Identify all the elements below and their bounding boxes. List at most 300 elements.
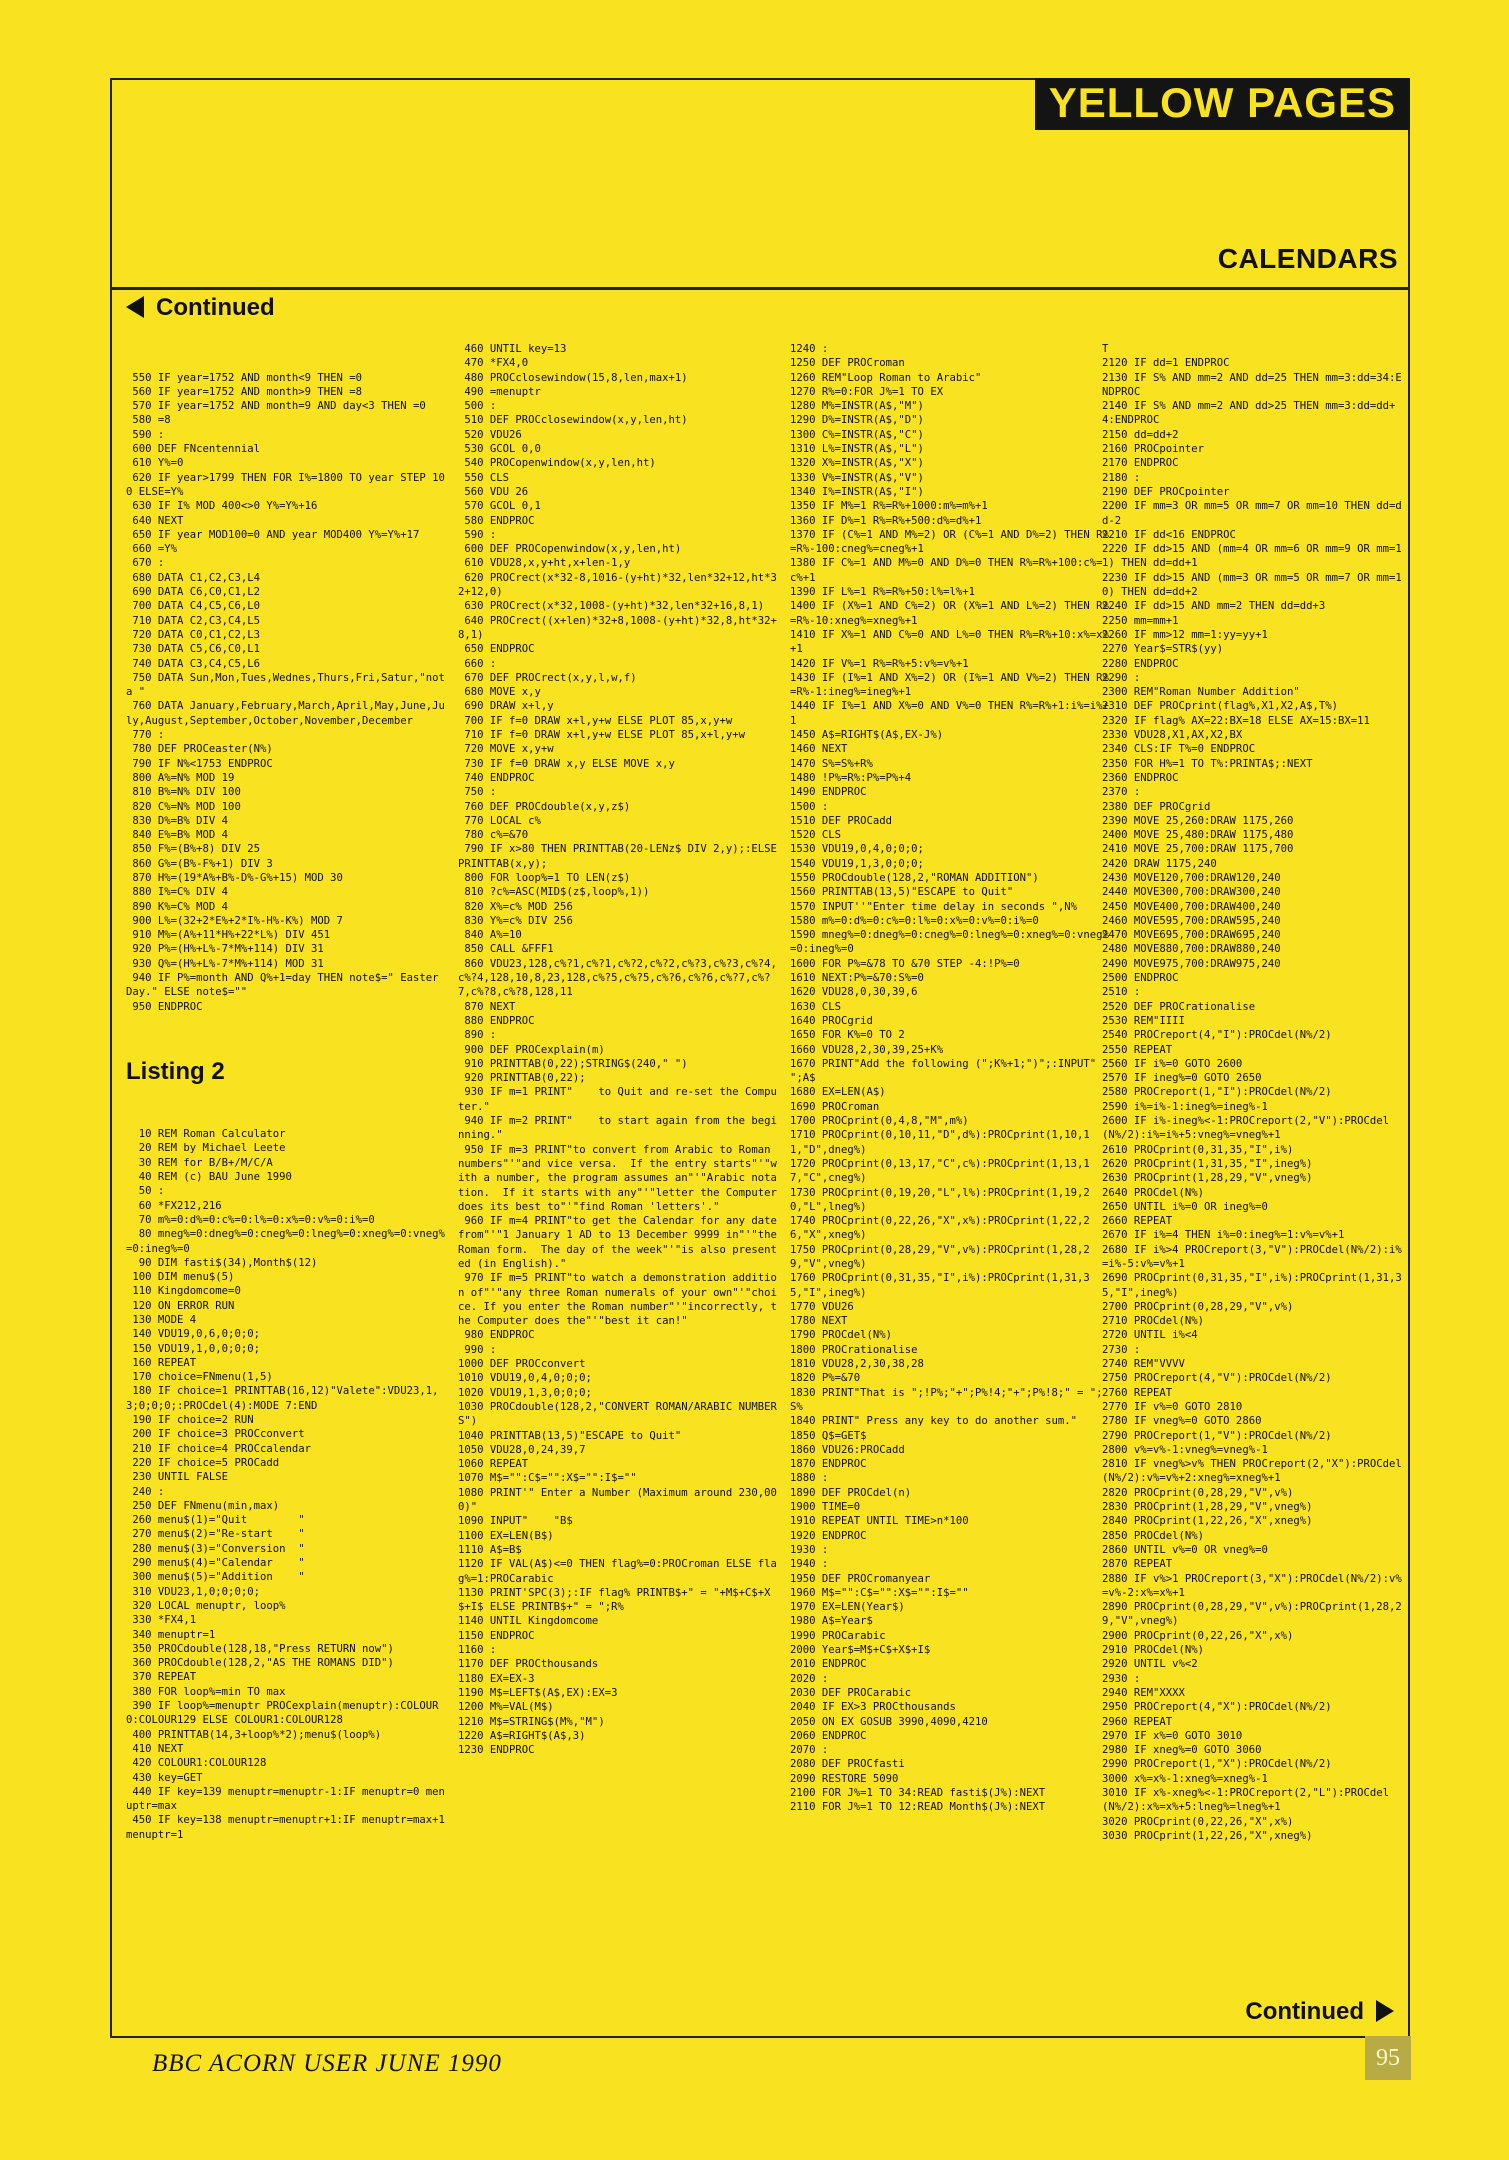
- code-line: 2220 IF dd>15 AND (mm=4 OR mm=6 OR mm=9 OR mm=11) THEN dd=dd+1: [1102, 543, 1402, 570]
- code-line: 740 ENDPROC: [458, 771, 535, 784]
- code-line: 1380 IF C%=1 AND M%=0 AND D%=0 THEN R%=R%+100:c%=c%+1: [790, 557, 1103, 584]
- code-line: 1640 PROCgrid: [790, 1014, 873, 1027]
- code-line: 1010 VDU19,0,4,0;0;0;: [458, 1372, 592, 1385]
- code-line: 2570 IF ineg%=0 GOTO 2650: [1102, 1072, 1262, 1085]
- code-line: 1820 P%=&70: [790, 1372, 861, 1385]
- code-line: 2000 Year$=M$+C$+X$+I$: [790, 1644, 931, 1657]
- code-line: 670 DEF PROCrect(x,y,l,w,f): [458, 671, 637, 684]
- code-line: 1230 ENDPROC: [458, 1744, 535, 1757]
- code-line: 2100 FOR J%=1 TO 34:READ fasti$(J%):NEXT: [790, 1786, 1046, 1799]
- code-line: 1780 NEXT: [790, 1315, 848, 1328]
- code-line: 2130 IF S% AND mm=2 AND dd=25 THEN mm=3:dd=34:ENDPROC: [1102, 371, 1402, 398]
- code-line: 1500 :: [790, 800, 829, 813]
- code-line: 1460 NEXT: [790, 743, 848, 756]
- code-line: 2300 REM"Roman Number Addition": [1102, 686, 1300, 699]
- code-line: 920 PRINTTAB(0,22);: [458, 1072, 586, 1085]
- code-line: 880 I%=C% DIV 4: [126, 886, 229, 899]
- code-line: 1160 :: [458, 1644, 497, 1657]
- code-line: 270 menu$(2)="Re-start ": [126, 1528, 305, 1541]
- code-line: 2280 ENDPROC: [1102, 657, 1179, 670]
- yellow-pages-banner: YELLOW PAGES: [1035, 78, 1410, 130]
- code-line: 2210 IF dd<16 ENDPROC: [1102, 528, 1236, 541]
- code-line: 2880 IF v%>1 PROCreport(3,"X"):PROCdel(N%/2):v%=v%-2:x%=x%+1: [1102, 1572, 1402, 1599]
- code-line: 1800 PROCrationalise: [790, 1343, 918, 1356]
- code-line: 760 DATA January,February,March,April,May,June,July,August,September,October,November,December: [126, 700, 445, 727]
- code-line: 1540 VDU19,1,3,0;0;0;: [790, 857, 924, 870]
- code-line: 1710 PROCprint(0,10,11,"D",d%):PROCprint(1,10,11,"D",dneg%): [790, 1129, 1090, 1156]
- code-line: 2350 FOR H%=1 TO T%:PRINTA$;:NEXT: [1102, 757, 1313, 770]
- code-line: 1420 IF V%=1 R%=R%+5:v%=v%+1: [790, 657, 969, 670]
- code-line: 1930 :: [790, 1543, 829, 1556]
- code-line: 670 :: [126, 557, 165, 570]
- code-line: 2710 PROCdel(N%): [1102, 1315, 1205, 1328]
- code-line: 2120 IF dd=1 ENDPROC: [1102, 357, 1230, 370]
- code-line: 2400 MOVE 25,480:DRAW 1175,480: [1102, 829, 1294, 842]
- code-line: 2190 DEF PROCpointer: [1102, 485, 1230, 498]
- code-line: 1190 M$=LEFT$(A$,EX):EX=3: [458, 1686, 618, 1699]
- code-line: 660 :: [458, 657, 497, 670]
- code-line: 1610 NEXT:P%=&70:S%=0: [790, 972, 924, 985]
- code-line: 40 REM (c) BAU June 1990: [126, 1171, 292, 1184]
- code-line: 130 MODE 4: [126, 1314, 197, 1326]
- code-line: 890 :: [458, 1029, 497, 1042]
- code-line: 2510 :: [1102, 986, 1141, 999]
- code-line: 2290 :: [1102, 671, 1141, 684]
- listing-column-2: [458, 342, 784, 2032]
- code-line: 1450 A$=RIGHT$(A$,EX-J%): [790, 729, 944, 742]
- arrow-left-icon: [126, 296, 144, 318]
- code-line: 2840 PROCprint(1,22,26,"X",xneg%): [1102, 1515, 1313, 1528]
- code-line: 1220 A$=RIGHT$(A$,3): [458, 1729, 586, 1742]
- code-line: 560 IF year=1752 AND month>9 THEN =8: [126, 385, 362, 398]
- code-line: 700 DATA C4,C5,C6,L0: [126, 600, 260, 613]
- code-line: 750 :: [458, 786, 497, 799]
- code-line: 140 VDU19,0,6,0;0;0;: [126, 1328, 260, 1341]
- code-line: 20 REM by Michael Leete: [126, 1142, 286, 1155]
- code-line: 3030 PROCprint(1,22,26,"X",xneg%): [1102, 1829, 1313, 1842]
- code-line: 1240 :: [790, 343, 829, 355]
- code-line: 2960 REPEAT: [1102, 1715, 1173, 1728]
- code-line: 2180 :: [1102, 471, 1141, 484]
- code-line: 290 menu$(4)="Calendar ": [126, 1557, 305, 1570]
- code-line: 220 IF choice=5 PROCadd: [126, 1456, 280, 1469]
- code-line: 2660 REPEAT: [1102, 1215, 1173, 1228]
- code-line: 2560 IF i%=0 GOTO 2600: [1102, 1057, 1243, 1070]
- code-line: 440 IF key=139 menuptr=menuptr-1:IF menuptr=0 menuptr=max: [126, 1785, 445, 1813]
- code-line: 1950 DEF PROCromanyear: [790, 1572, 931, 1585]
- code-line: 800 FOR loop%=1 TO LEN(z$): [458, 871, 631, 884]
- code-line: 1300 C%=INSTR(A$,"C"): [790, 428, 924, 441]
- code-line: 2060 ENDPROC: [790, 1729, 867, 1742]
- code-line: 1090 INPUT" "B$: [458, 1515, 573, 1528]
- code-line: 1060 REPEAT: [458, 1458, 529, 1471]
- code-line: 2230 IF dd>15 AND (mm=3 OR mm=5 OR mm=7 OR mm=10) THEN dd=dd+2: [1102, 571, 1402, 599]
- code-line: 2050 ON EX GOSUB 3990,4090,4210: [790, 1715, 988, 1728]
- code-line: 770 :: [126, 729, 165, 742]
- code-line: 410 NEXT: [126, 1742, 184, 1755]
- code-line: 610 VDU28,x,y+ht,x+len-1,y: [458, 557, 631, 570]
- code-line: 2410 MOVE 25,700:DRAW 1175,700: [1102, 843, 1294, 856]
- code-line: 1150 ENDPROC: [458, 1629, 535, 1642]
- code-line: 1590 mneg%=0:dneg%=0:cneg%=0:lneg%=0:xneg%=0:vneg%=0:ineg%=0: [790, 929, 1109, 956]
- code-line: 2440 MOVE300,700:DRAW300,240: [1102, 886, 1281, 899]
- code-line: 630 IF I% MOD 400<>0 Y%=Y%+16: [126, 500, 318, 513]
- code-line: 570 IF year=1752 AND month=9 AND day<3 THEN =0: [126, 400, 426, 413]
- code-line: 610 Y%=0: [126, 457, 184, 470]
- code-line: 760 DEF PROCdouble(x,y,z$): [458, 800, 631, 813]
- code-line: 580 ENDPROC: [458, 514, 535, 527]
- code-line: 1310 L%=INSTR(A$,"L"): [790, 443, 924, 456]
- code-line: 230 UNTIL FALSE: [126, 1471, 229, 1484]
- code-line: 930 IF m=1 PRINT" to Quit and re-set the Computer.": [458, 1086, 777, 1113]
- code-line: 590 :: [126, 428, 165, 441]
- code-line: 1760 PROCprint(0,31,35,"I",i%):PROCprint(1,31,35,"I",ineg%): [790, 1272, 1090, 1299]
- code-line: 910 M%=(A%+11*H%+22*L%) DIV 451: [126, 929, 331, 942]
- code-line: 700 IF f=0 DRAW x+l,y+w ELSE PLOT 85,x,y+w: [458, 714, 733, 727]
- code-line: 1990 PROCarabic: [790, 1629, 886, 1642]
- code-line: 1430 IF (I%=1 AND X%=2) OR (I%=1 AND V%=2) THEN R%=R%-1:ineg%=ineg%+1: [790, 671, 1109, 699]
- code-line: 1660 VDU28,2,30,39,25+K%: [790, 1043, 944, 1056]
- code-line: 940 IF P%=month AND Q%+1=day THEN note$=" Easter Day." ELSE note$="": [126, 972, 445, 999]
- code-line: 1900 TIME=0: [790, 1501, 861, 1514]
- code-line: 2090 RESTORE 5090: [790, 1772, 899, 1785]
- code-line: 2740 REM"VVVV: [1102, 1358, 1185, 1371]
- code-line: 2700 PROCprint(0,28,29,"V",v%): [1102, 1300, 1294, 1313]
- code-line: 900 DEF PROCexplain(m): [458, 1043, 605, 1056]
- code-line: 460 UNTIL key=13: [458, 343, 567, 355]
- code-line: 2590 i%=i%-1:ineg%=ineg%-1: [1102, 1100, 1268, 1113]
- code-line: 1280 M%=INSTR(A$,"M"): [790, 400, 924, 413]
- code-line: 1890 DEF PROCdel(n): [790, 1486, 912, 1499]
- code-line: 1330 V%=INSTR(A$,"V"): [790, 471, 924, 484]
- code-line: 1340 I%=INSTR(A$,"I"): [790, 485, 924, 498]
- code-line: 2930 :: [1102, 1672, 1141, 1685]
- code-line: 950 ENDPROC: [126, 1000, 203, 1013]
- code-line: 780 DEF PROCeaster(N%): [126, 743, 273, 756]
- code-line: 1670 PRINT"Add the following (";K%+1;")";:INPUT" ";A$: [790, 1057, 1103, 1085]
- code-line: 780 c%=&70: [458, 829, 529, 842]
- code-line: 2030 DEF PROCarabic: [790, 1686, 912, 1699]
- code-line: 2680 IF i%>4 PROCreport(3,"V"):PROCdel(N%/2):i%=i%-5:v%=v%+1: [1102, 1243, 1402, 1270]
- code-line: 2020 :: [790, 1672, 829, 1685]
- code-line: 920 P%=(H%+L%-7*M%+114) DIV 31: [126, 943, 324, 956]
- code-line: 690 DATA C6,C0,C1,L2: [126, 586, 260, 599]
- code-line: 730 IF f=0 DRAW x,y ELSE MOVE x,y: [458, 757, 675, 770]
- code-line: 2760 REPEAT: [1102, 1386, 1173, 1399]
- code-line: 1620 VDU28,0,30,39,6: [790, 986, 918, 999]
- code-line: 320 LOCAL menuptr, loop%: [126, 1599, 286, 1612]
- code-line: 1940 :: [790, 1558, 829, 1571]
- code-line: 710 IF f=0 DRAW x+l,y+w ELSE PLOT 85,x+l,y+w: [458, 729, 746, 742]
- code-line: 2890 PROCprint(0,28,29,"V",v%):PROCprint(1,28,29,"V",vneg%): [1102, 1601, 1402, 1628]
- listing-2-heading: Listing 2: [126, 1057, 225, 1085]
- code-line: 590 :: [458, 528, 497, 541]
- code-line: 380 FOR loop%=min TO max: [126, 1685, 286, 1698]
- code-line: 2160 PROCpointer: [1102, 443, 1205, 456]
- code-line: 1070 M$="":C$="":X$="":I$="": [458, 1472, 637, 1485]
- code-line: 2140 IF S% AND mm=2 AND dd>25 THEN mm=3:dd=dd+4:ENDPROC: [1102, 400, 1396, 427]
- code-line: 2430 MOVE120,700:DRAW120,240: [1102, 871, 1281, 884]
- code-line: 1860 VDU26:PROCadd: [790, 1443, 905, 1456]
- code-line: 2980 IF xneg%=0 GOTO 3060: [1102, 1744, 1262, 1757]
- code-line: 2450 MOVE400,700:DRAW400,240: [1102, 900, 1281, 913]
- code-line: 900 L%=(32+2*E%+2*I%-H%-K%) MOD 7: [126, 914, 343, 927]
- code-line: 2370 :: [1102, 786, 1141, 799]
- code-line: 990 :: [458, 1343, 497, 1356]
- code-line: 2850 PROCdel(N%): [1102, 1529, 1205, 1542]
- code-line: 1200 M%=VAL(M$): [458, 1701, 554, 1714]
- code-line: 180 IF choice=1 PRINTTAB(16,12)"Valete":VDU23,1,3;0;0;0;:PROCdel(4):MODE 7:END: [126, 1385, 439, 1412]
- code-line: 1910 REPEAT UNTIL TIME>n*100: [790, 1515, 969, 1528]
- code-line: 2480 MOVE880,700:DRAW880,240: [1102, 943, 1281, 956]
- code-line: 250 DEF FNmenu(min,max): [126, 1499, 280, 1512]
- code-line: 110 Kingdomcome=0: [126, 1285, 241, 1298]
- code-line: 200 IF choice=3 PROCconvert: [126, 1428, 305, 1441]
- code-line: 1740 PROCprint(0,22,26,"X",x%):PROCprint(1,22,26,"X",xneg%): [790, 1215, 1090, 1242]
- header-rule: [112, 287, 1408, 290]
- code-line: 1550 PROCdouble(128,2,"ROMAN ADDITION"): [790, 871, 1039, 884]
- code-line: 1920 ENDPROC: [790, 1529, 867, 1542]
- code-line: 2530 REM"IIII: [1102, 1014, 1185, 1027]
- code-line: 1020 VDU19,1,3,0;0;0;: [458, 1386, 592, 1399]
- code-line: 330 *FX4,1: [126, 1614, 197, 1627]
- code-line: 520 VDU26: [458, 428, 522, 441]
- code-line: 930 Q%=(H%+L%-7*M%+114) MOD 31: [126, 957, 324, 970]
- listing-column-3: [790, 342, 1112, 2032]
- code-line: 1390 IF L%=1 R%=R%+50:l%=l%+1: [790, 586, 975, 599]
- code-line: 50 :: [126, 1185, 165, 1198]
- code-line: 640 NEXT: [126, 514, 184, 527]
- code-line: 1560 PRINTTAB(13,5)"ESCAPE to Quit": [790, 886, 1014, 899]
- code-line: 870 H%=(19*A%+B%-D%-G%+15) MOD 30: [126, 871, 343, 884]
- code-line: 430 key=GET: [126, 1771, 203, 1784]
- code-line: 400 PRINTTAB(14,3+loop%*2);menu$(loop%): [126, 1728, 382, 1741]
- code-line: 2630 PROCprint(1,28,29,"V",vneg%): [1102, 1172, 1313, 1185]
- code-line: 830 D%=B% DIV 4: [126, 814, 229, 827]
- code-line: 150 VDU19,1,0,0;0;0;: [126, 1342, 260, 1355]
- code-line: 600 DEF FNcentennial: [126, 443, 260, 456]
- page-number: 95: [1365, 2036, 1411, 2080]
- code-line: 10 REM Roman Calculator: [126, 1128, 286, 1141]
- code-line: 1350 IF M%=1 R%=R%+1000:m%=m%+1: [790, 500, 988, 513]
- code-line: 810 B%=N% DIV 100: [126, 786, 241, 799]
- code-line: 2790 PROCreport(1,"V"):PROCdel(N%/2): [1102, 1429, 1332, 1442]
- code-line: 1830 PRINT"That is ";!P%;"+";P%!4;"+";P%!8;" = ";S%: [790, 1386, 1103, 1413]
- code-line: 3010 IF x%-xneg%<-1:PROCreport(2,"L"):PROCdel(N%/2):x%=x%+5:lneg%=lneg%+1: [1102, 1786, 1390, 1814]
- section-title: CALENDARS: [1217, 243, 1398, 274]
- code-line: 1970 EX=LEN(Year$): [790, 1601, 905, 1614]
- code-line: 1490 ENDPROC: [790, 786, 867, 799]
- code-line: 1110 A$=B$: [458, 1543, 522, 1556]
- code-line: 2380 DEF PROCgrid: [1102, 800, 1211, 813]
- code-line: 1470 S%=S%+R%: [790, 757, 873, 770]
- code-line: 850 F%=(B%+8) DIV 25: [126, 843, 260, 856]
- code-line: 2800 v%=v%-1:vneg%=vneg%-1: [1102, 1443, 1268, 1456]
- code-line: 1130 PRINT'SPC(3);:IF flag% PRINTB$+" = "+M$+C$+X$+I$ ELSE PRINTB$+" = ";R%: [458, 1586, 771, 1614]
- code-line: 730 DATA C5,C6,C0,L1: [126, 643, 260, 656]
- code-line: 1790 PROCdel(N%): [790, 1329, 893, 1342]
- code-line: 850 CALL &FFF1: [458, 943, 554, 956]
- code-line: 2250 mm=mm+1: [1102, 614, 1179, 627]
- code-line: 2550 REPEAT: [1102, 1043, 1173, 1056]
- code-line: 160 REPEAT: [126, 1356, 197, 1369]
- code-line: 120 ON ERROR RUN: [126, 1299, 235, 1312]
- code-line: 1170 DEF PROCthousands: [458, 1658, 599, 1671]
- code-line: 1770 VDU26: [790, 1300, 854, 1313]
- code-line: 280 menu$(3)="Conversion ": [126, 1542, 305, 1555]
- code-line: 2810 IF vneg%>v% THEN PROCreport(2,"X"):PROCdel(N%/2):v%=v%+2:xneg%=xneg%+1: [1102, 1458, 1402, 1485]
- code-line: 300 menu$(5)="Addition ": [126, 1571, 305, 1584]
- code-line: 70 m%=0:d%=0:c%=0:l%=0:x%=0:v%=0:i%=0: [126, 1213, 375, 1226]
- code-line: 2460 MOVE595,700:DRAW595,240: [1102, 914, 1281, 927]
- code-line: 2770 IF v%=0 GOTO 2810: [1102, 1400, 1243, 1413]
- code-line: 1100 EX=LEN(B$): [458, 1529, 554, 1542]
- code-line: 370 REPEAT: [126, 1671, 197, 1684]
- code-line: 1580 m%=0:d%=0:c%=0:l%=0:x%=0:v%=0:i%=0: [790, 914, 1039, 927]
- code-line: 2860 UNTIL v%=0 OR vneg%=0: [1102, 1543, 1268, 1556]
- code-line: 80 mneg%=0:dneg%=0:cneg%=0:lneg%=0:xneg%=0:vneg%=0:ineg%=0: [126, 1228, 445, 1255]
- code-line: 650 IF year MOD100=0 AND year MOD400 Y%=Y%+17: [126, 528, 420, 541]
- code-line: 860 VDU23,128,c%?1,c%?1,c%?2,c%?2,c%?3,c%?3,c%?4,c%?4,128,10,8,23,128,c%?5,c%?5,c%?6,c%?6,c%?7,c%?7,c%?8,c%?8,128,11: [458, 957, 777, 999]
- code-line: 450 IF key=138 menuptr=menuptr+1:IF menuptr=max+1 menuptr=1: [126, 1814, 452, 1841]
- code-line: 2150 dd=dd+2: [1102, 428, 1179, 441]
- code-line: 620 IF year>1799 THEN FOR I%=1800 TO year STEP 100 ELSE=Y%: [126, 471, 445, 498]
- code-line: 350 PROCdouble(128,18,"Press RETURN now"): [126, 1642, 394, 1655]
- code-line: 530 GCOL 0,0: [458, 443, 541, 456]
- code-line: 2970 IF x%=0 GOTO 3010: [1102, 1729, 1243, 1742]
- code-line: 2940 REM"XXXX: [1102, 1686, 1185, 1699]
- code-line: 1260 REM"Loop Roman to Arabic": [790, 371, 982, 384]
- code-line: 2620 PROCprint(1,31,35,"I",ineg%): [1102, 1157, 1313, 1170]
- code-line: 2580 PROCreport(1,"I"):PROCdel(N%/2): [1102, 1086, 1332, 1099]
- code-line: 2910 PROCdel(N%): [1102, 1644, 1205, 1657]
- code-line: 570 GCOL 0,1: [458, 500, 541, 513]
- code-line: 2820 PROCprint(0,28,29,"V",v%): [1102, 1486, 1294, 1499]
- code-line: 1870 ENDPROC: [790, 1458, 867, 1471]
- code-line: 390 IF loop%=menuptr PROCexplain(menuptr):COLOUR0:COLOUR129 ELSE COLOUR1:COLOUR128: [126, 1700, 439, 1727]
- code-line: 840 E%=B% MOD 4: [126, 829, 229, 842]
- code-line: 1730 PROCprint(0,19,20,"L",l%):PROCprint(1,19,20,"L",lneg%): [790, 1186, 1090, 1213]
- code-line: 950 IF m=3 PRINT"to convert from Arabic to Roman numbers"'"and vice versa. If the entry starts"'"with a number, the program assumes an"'"Arabic notation. If it starts with any"'"letter the Computer does its best to"'"find Roman 'letters'.": [458, 1143, 784, 1213]
- listing-2-start: [126, 1127, 452, 1842]
- code-line: 2390 MOVE 25,260:DRAW 1175,260: [1102, 814, 1294, 827]
- code-line: 2040 IF EX>3 PROCthousands: [790, 1701, 956, 1714]
- code-line: 820 C%=N% MOD 100: [126, 800, 241, 813]
- code-line: 880 ENDPROC: [458, 1014, 535, 1027]
- code-line: 2080 DEF PROCfasti: [790, 1758, 905, 1771]
- code-line: 640 PROCrect((x+len)*32+8,1008-(y+ht)*32,8,ht*32+8,1): [458, 614, 777, 641]
- code-line: 2010 ENDPROC: [790, 1658, 867, 1671]
- code-line: 600 DEF PROCopenwindow(x,y,len,ht): [458, 543, 682, 556]
- code-line: 1980 A$=Year$: [790, 1615, 873, 1628]
- code-line: 2650 UNTIL i%=0 OR ineg%=0: [1102, 1200, 1268, 1213]
- code-line: 720 DATA C0,C1,C2,L3: [126, 628, 260, 641]
- code-line: 2900 PROCprint(0,22,26,"X",x%): [1102, 1629, 1294, 1642]
- code-line: 2730 :: [1102, 1343, 1141, 1356]
- code-line: 1570 INPUT''"Enter time delay in seconds ",N%: [790, 900, 1078, 913]
- code-line: 2870 REPEAT: [1102, 1558, 1173, 1571]
- code-line: 480 PROCclosewindow(15,8,len,max+1): [458, 371, 688, 384]
- code-line: 3020 PROCprint(0,22,26,"X",x%): [1102, 1815, 1294, 1828]
- code-line: 2070 :: [790, 1744, 829, 1757]
- code-line: 620 PROCrect(x*32-8,1016-(y+ht)*32,len*32+12,ht*32+12,0): [458, 571, 777, 599]
- code-line: 210 IF choice=4 PROCcalendar: [126, 1442, 311, 1455]
- code-line: 340 menuptr=1: [126, 1628, 216, 1641]
- code-line: 740 DATA C3,C4,C5,L6: [126, 657, 260, 670]
- code-line: 2420 DRAW 1175,240: [1102, 857, 1217, 870]
- code-line: 1030 PROCdouble(128,2,"CONVERT ROMAN/ARABIC NUMBERS"): [458, 1400, 777, 1428]
- code-line: 500 :: [458, 400, 497, 413]
- code-line: 1050 VDU28,0,24,39,7: [458, 1443, 586, 1456]
- code-line: 240 :: [126, 1485, 165, 1498]
- magazine-footer: BBC ACORN USER JUNE 1990: [152, 2050, 502, 2077]
- code-line: 2310 DEF PROCprint(flag%,X1,X2,A$,T%): [1102, 700, 1338, 713]
- code-line: 1720 PROCprint(0,13,17,"C",c%):PROCprint(1,13,17,"C",cneg%): [790, 1157, 1090, 1185]
- code-line: 680 DATA C1,C2,C3,L4: [126, 571, 260, 584]
- code-line: 810 ?c%=ASC(MID$(z$,loop%,1)): [458, 886, 650, 899]
- code-line: 1140 UNTIL Kingdomcome: [458, 1615, 599, 1628]
- code-line: 1080 PRINT'" Enter a Number (Maximum around 230,000)": [458, 1486, 777, 1514]
- code-line: 630 PROCrect(x*32,1008-(y+ht)*32,len*32+16,8,1): [458, 600, 765, 613]
- code-line: 680 MOVE x,y: [458, 686, 541, 699]
- code-line: 2670 IF i%=4 THEN i%=0:ineg%=1:v%=v%+1: [1102, 1229, 1345, 1242]
- code-line: 2260 IF mm>12 mm=1:yy=yy+1: [1102, 628, 1268, 641]
- code-line: 1690 PROCroman: [790, 1100, 880, 1113]
- code-line: 860 G%=(B%-F%+1) DIV 3: [126, 857, 273, 870]
- code-line: 190 IF choice=2 RUN: [126, 1414, 254, 1427]
- code-line: 2600 IF i%-ineg%<-1:PROCreport(2,"V"):PROCdel(N%/2):i%=i%+5:vneg%=vneg%+1: [1102, 1115, 1390, 1142]
- code-line: 1000 DEF PROCconvert: [458, 1358, 586, 1371]
- code-line: 830 Y%=c% DIV 256: [458, 914, 573, 927]
- code-line: 2170 ENDPROC: [1102, 457, 1179, 470]
- code-line: 1960 M$="":C$="":X$="":I$="": [790, 1586, 969, 1599]
- code-line: 3000 x%=x%-1:xneg%=xneg%-1: [1102, 1772, 1268, 1785]
- code-line: 1440 IF I%=1 AND X%=0 AND V%=0 THEN R%=R%+1:i%=i%+1: [790, 700, 1109, 727]
- code-line: 30 REM for B/B+/M/C/A: [126, 1156, 273, 1169]
- code-line: 710 DATA C2,C3,C4,L5: [126, 614, 260, 627]
- code-line: 1040 PRINTTAB(13,5)"ESCAPE to Quit": [458, 1429, 682, 1442]
- code-line: 550 CLS: [458, 471, 510, 484]
- code-line: 2240 IF dd>15 AND mm=2 THEN dd=dd+3: [1102, 600, 1326, 613]
- code-line: 2110 FOR J%=1 TO 12:READ Month$(J%):NEXT: [790, 1801, 1046, 1814]
- code-line: 960 IF m=4 PRINT"to get the Calendar for any date from"'"1 January 1 AD to 13 December 9999 in"'"the Roman form. The day of the week"'"is also presented (in English).": [458, 1215, 784, 1270]
- page-frame: [110, 78, 1410, 2038]
- code-line: 360 PROCdouble(128,2,"AS THE ROMANS DID"): [126, 1657, 394, 1670]
- code-line: 1810 VDU28,2,30,38,28: [790, 1358, 924, 1371]
- code-line: 2200 IF mm=3 OR mm=5 OR mm=7 OR mm=10 THEN dd=dd-2: [1102, 500, 1402, 527]
- continued-bottom-label: Continued: [1245, 1998, 1364, 2025]
- code-line: 800 A%=N% MOD 19: [126, 771, 235, 784]
- code-line: 1600 FOR P%=&78 TO &70 STEP -4:!P%=0: [790, 957, 1020, 970]
- listing-column-1: [126, 342, 452, 2032]
- listing-1-continuation: [126, 371, 452, 1014]
- code-line: 1530 VDU19,0,4,0;0;0;: [790, 843, 924, 856]
- code-line: 1520 CLS: [790, 829, 842, 842]
- code-line: 2950 PROCreport(4,"X"):PROCdel(N%/2): [1102, 1701, 1332, 1714]
- code-line: 100 DIM menu$(5): [126, 1271, 235, 1284]
- listing-column-4: [1102, 342, 1402, 2032]
- code-line: 650 ENDPROC: [458, 643, 535, 656]
- code-line: 2990 PROCreport(1,"X"):PROCdel(N%/2): [1102, 1758, 1332, 1771]
- code-line: 2320 IF flag% AX=22:BX=18 ELSE AX=15:BX=11: [1102, 714, 1370, 727]
- code-line: 510 DEF PROCclosewindow(x,y,len,ht): [458, 414, 688, 427]
- code-line: 2490 MOVE975,700:DRAW975,240: [1102, 957, 1281, 970]
- code-line: 1210 M$=STRING$(M%,"M"): [458, 1715, 605, 1728]
- continued-next: [1245, 1998, 1394, 2026]
- code-line: 980 ENDPROC: [458, 1329, 535, 1342]
- code-line: 1410 IF X%=1 AND C%=0 AND L%=0 THEN R%=R%+10:x%=x%+1: [790, 628, 1109, 656]
- code-line: 60 *FX212,216: [126, 1199, 222, 1212]
